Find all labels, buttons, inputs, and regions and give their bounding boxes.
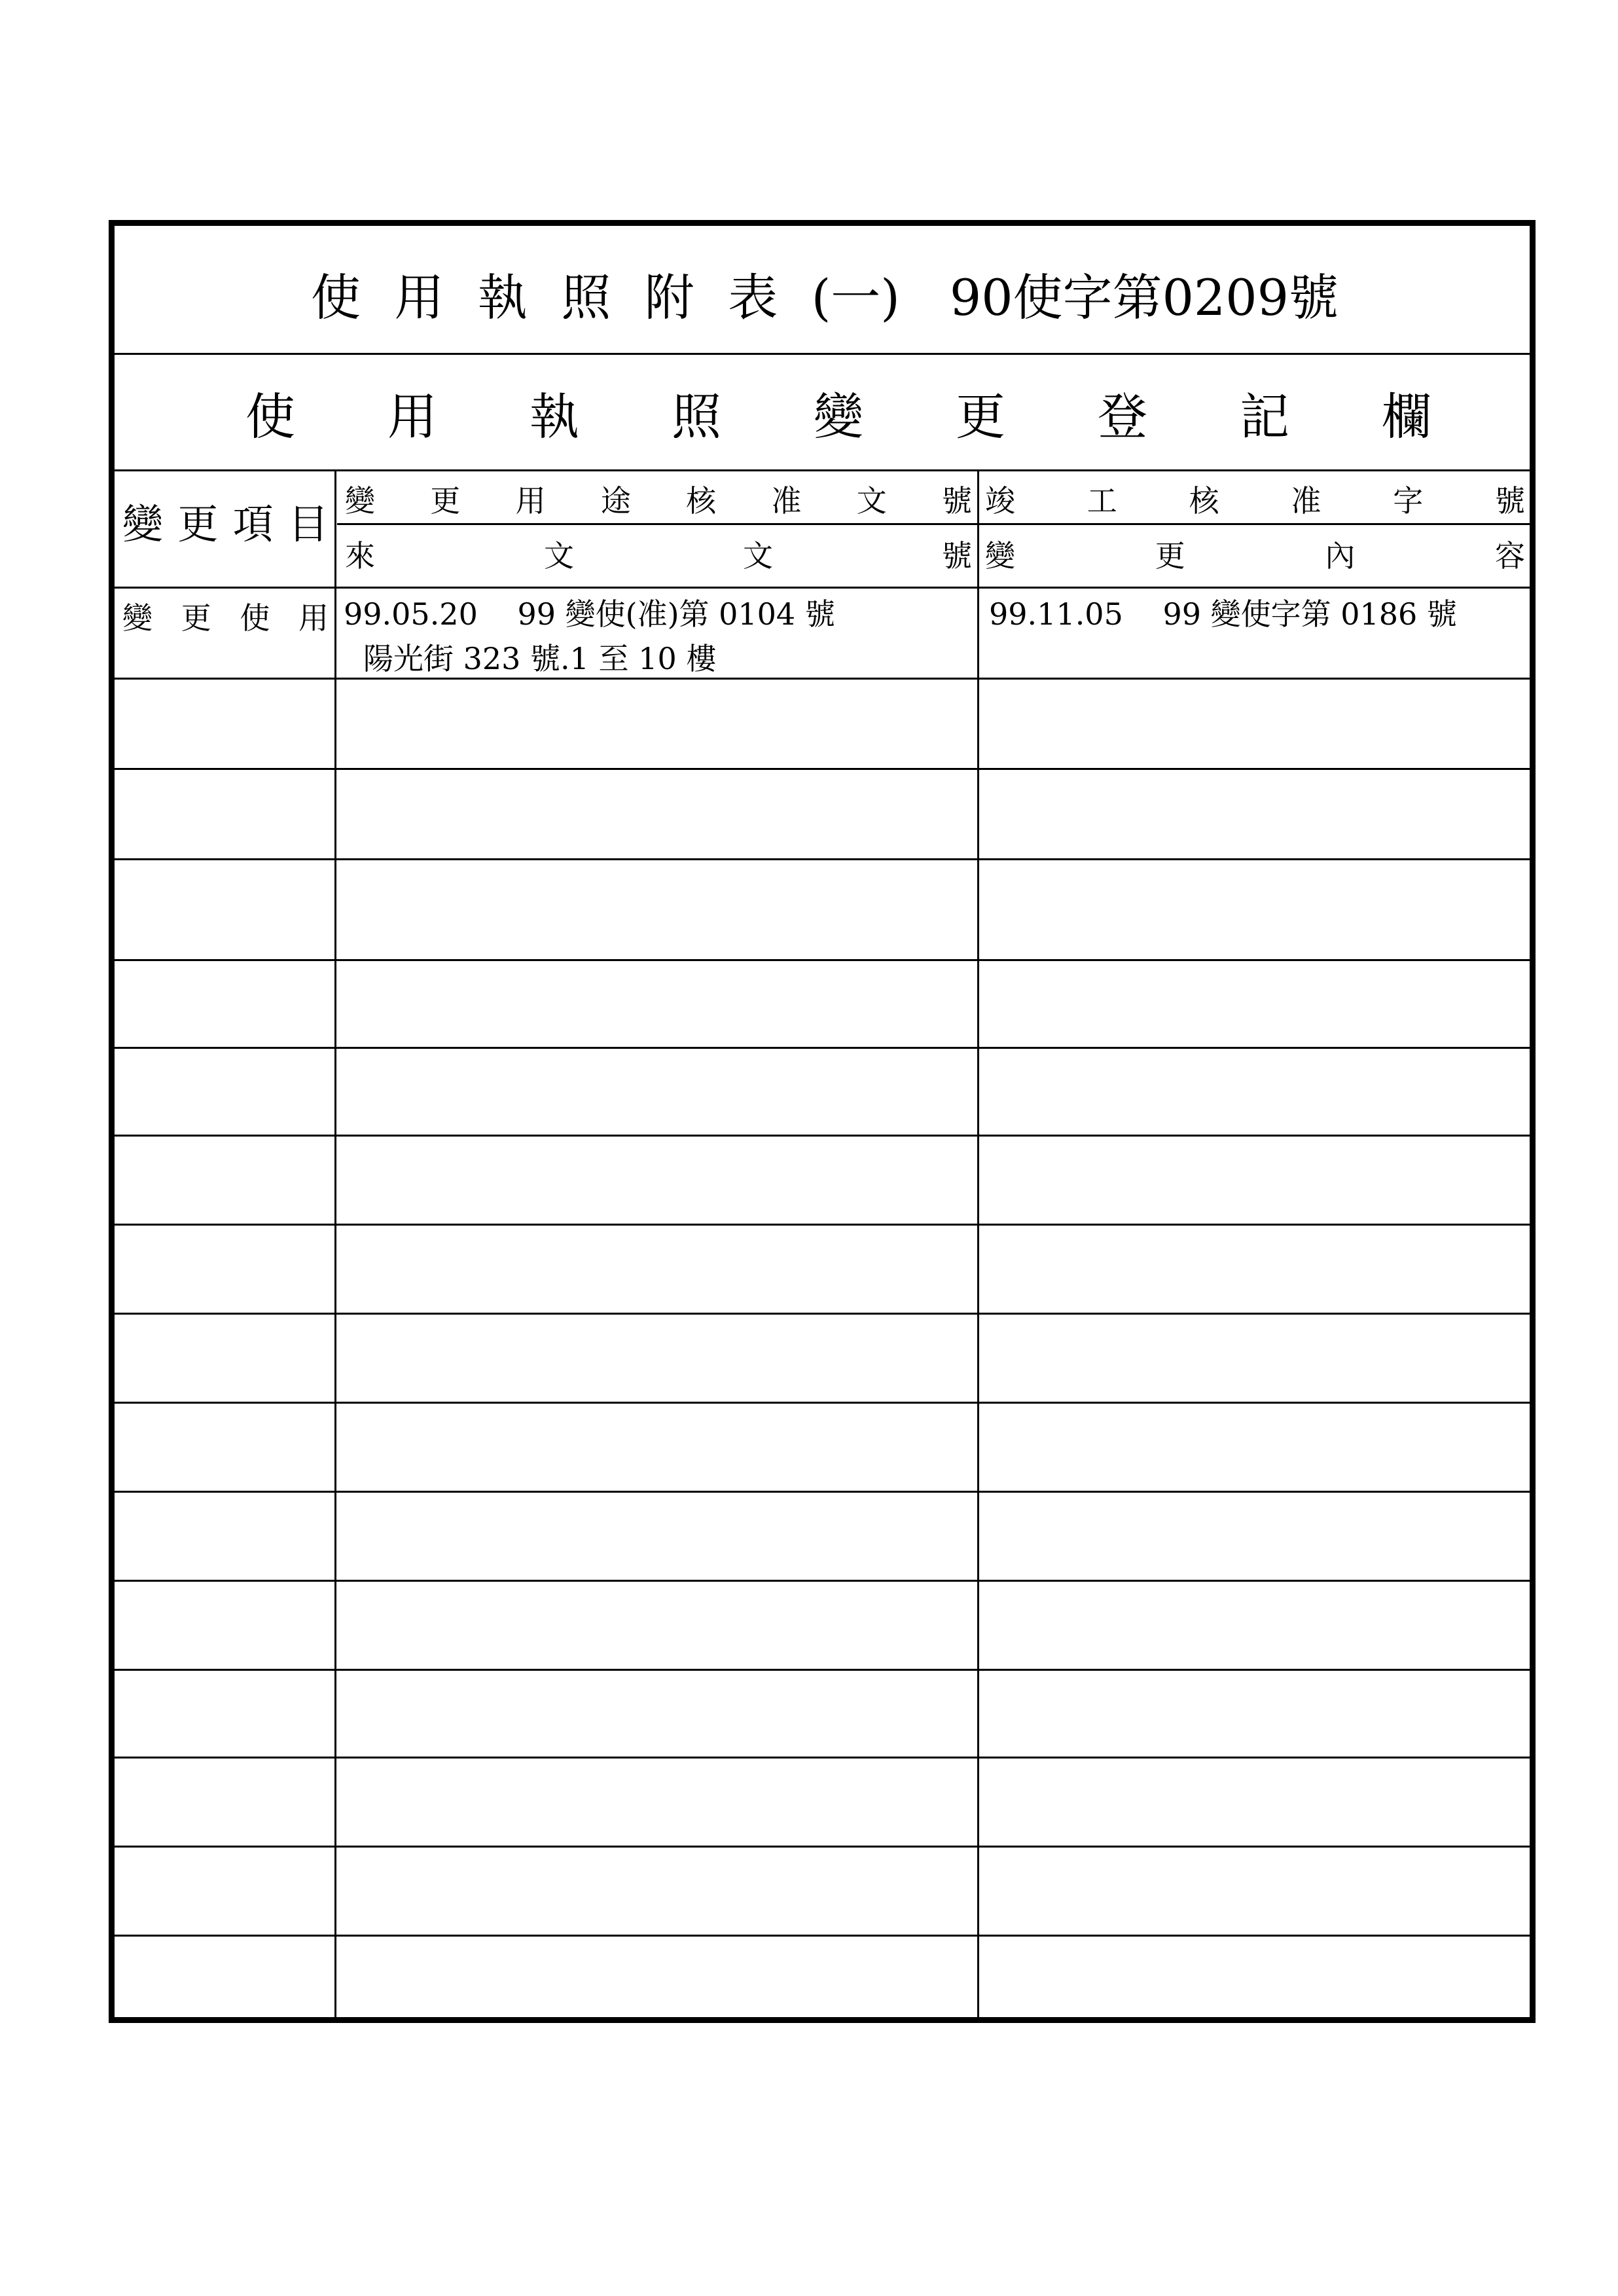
subtitle-char: 用 xyxy=(387,387,437,446)
item-char: 更 xyxy=(181,600,211,636)
row-item xyxy=(122,596,329,636)
row-divider xyxy=(115,858,1530,860)
header-char: 變 xyxy=(122,500,164,548)
form-title xyxy=(311,257,1339,329)
row-divider xyxy=(115,678,1530,680)
row-divider xyxy=(115,1757,1530,1758)
title-char: 表 xyxy=(728,268,778,327)
license-number: 90使字第0209號 xyxy=(949,268,1339,327)
row-divider xyxy=(115,959,1530,961)
form-title-label xyxy=(311,258,900,329)
title-char: 用 xyxy=(394,268,444,327)
header-char: 工 xyxy=(1087,483,1117,519)
header-char: 項 xyxy=(232,500,274,548)
header-char: 核 xyxy=(1189,483,1219,519)
header-char: 竣 xyxy=(985,483,1015,519)
row-divider xyxy=(115,1402,1530,1404)
header-char: 來 xyxy=(345,538,375,574)
item-char: 用 xyxy=(298,600,329,636)
header-char: 號 xyxy=(941,483,972,519)
header-char: 變 xyxy=(985,538,1015,574)
title-char: 執 xyxy=(477,268,528,327)
column-header-change-item xyxy=(122,481,329,560)
header-char: 更 xyxy=(177,500,219,548)
form-subtitle xyxy=(245,370,1431,455)
row-divider xyxy=(115,1313,1530,1315)
row-divider xyxy=(115,1935,1530,1937)
header-char: 目 xyxy=(287,500,329,548)
divider xyxy=(115,469,1530,471)
subtitle-char: 更 xyxy=(956,387,1005,446)
subtitle-char: 登 xyxy=(1098,387,1147,446)
column-divider xyxy=(334,469,336,2017)
header-char: 准 xyxy=(771,483,802,519)
header-char: 文 xyxy=(544,538,574,574)
subtitle-char: 執 xyxy=(530,387,579,446)
column-header-incoming-doc xyxy=(345,531,972,577)
header-char: 號 xyxy=(942,538,972,574)
completion-doc-line-1: 99.11.05 99 變使字第 0186 號 xyxy=(989,596,1457,632)
header-char: 途 xyxy=(600,483,631,519)
header-char: 更 xyxy=(430,483,461,519)
approval-doc-line-2: 陽光街 323 號.1 至 10 樓 xyxy=(363,641,717,676)
divider xyxy=(337,523,1530,525)
title-char: (一) xyxy=(811,268,900,327)
title-char: 附 xyxy=(644,268,694,327)
divider xyxy=(115,587,1530,589)
item-char: 使 xyxy=(240,600,270,636)
header-char: 字 xyxy=(1393,483,1424,519)
item-char: 變 xyxy=(122,600,153,636)
subtitle-char: 使 xyxy=(245,387,295,446)
subtitle-char: 照 xyxy=(672,387,721,446)
header-char: 准 xyxy=(1291,483,1321,519)
column-divider xyxy=(977,469,979,2017)
row-divider xyxy=(115,1580,1530,1582)
column-header-completion xyxy=(985,476,1525,522)
title-char: 照 xyxy=(561,268,611,327)
row-divider xyxy=(115,1224,1530,1226)
header-char: 號 xyxy=(1494,483,1525,519)
column-header-change-content xyxy=(985,531,1525,577)
license-change-form xyxy=(109,220,1536,2023)
title-char: 使 xyxy=(311,268,361,327)
row-divider xyxy=(115,1047,1530,1049)
divider xyxy=(115,353,1530,355)
header-char: 用 xyxy=(515,483,546,519)
subtitle-char: 欄 xyxy=(1382,387,1431,446)
row-divider xyxy=(115,1135,1530,1137)
header-char: 內 xyxy=(1325,538,1356,574)
row-divider xyxy=(115,1846,1530,1848)
row-divider xyxy=(115,768,1530,770)
header-char: 文 xyxy=(743,538,773,574)
header-char: 文 xyxy=(856,483,887,519)
subtitle-char: 變 xyxy=(814,387,863,446)
header-char: 更 xyxy=(1155,538,1185,574)
header-char: 核 xyxy=(686,483,717,519)
header-char: 變 xyxy=(345,483,375,519)
approval-doc-line-1: 99.05.20 99 變使(准)第 0104 號 xyxy=(344,596,835,632)
row-divider xyxy=(115,1669,1530,1671)
subtitle-char: 記 xyxy=(1240,387,1289,446)
column-header-approval-doc xyxy=(345,476,972,522)
header-char: 容 xyxy=(1494,538,1525,574)
row-divider xyxy=(115,1491,1530,1493)
